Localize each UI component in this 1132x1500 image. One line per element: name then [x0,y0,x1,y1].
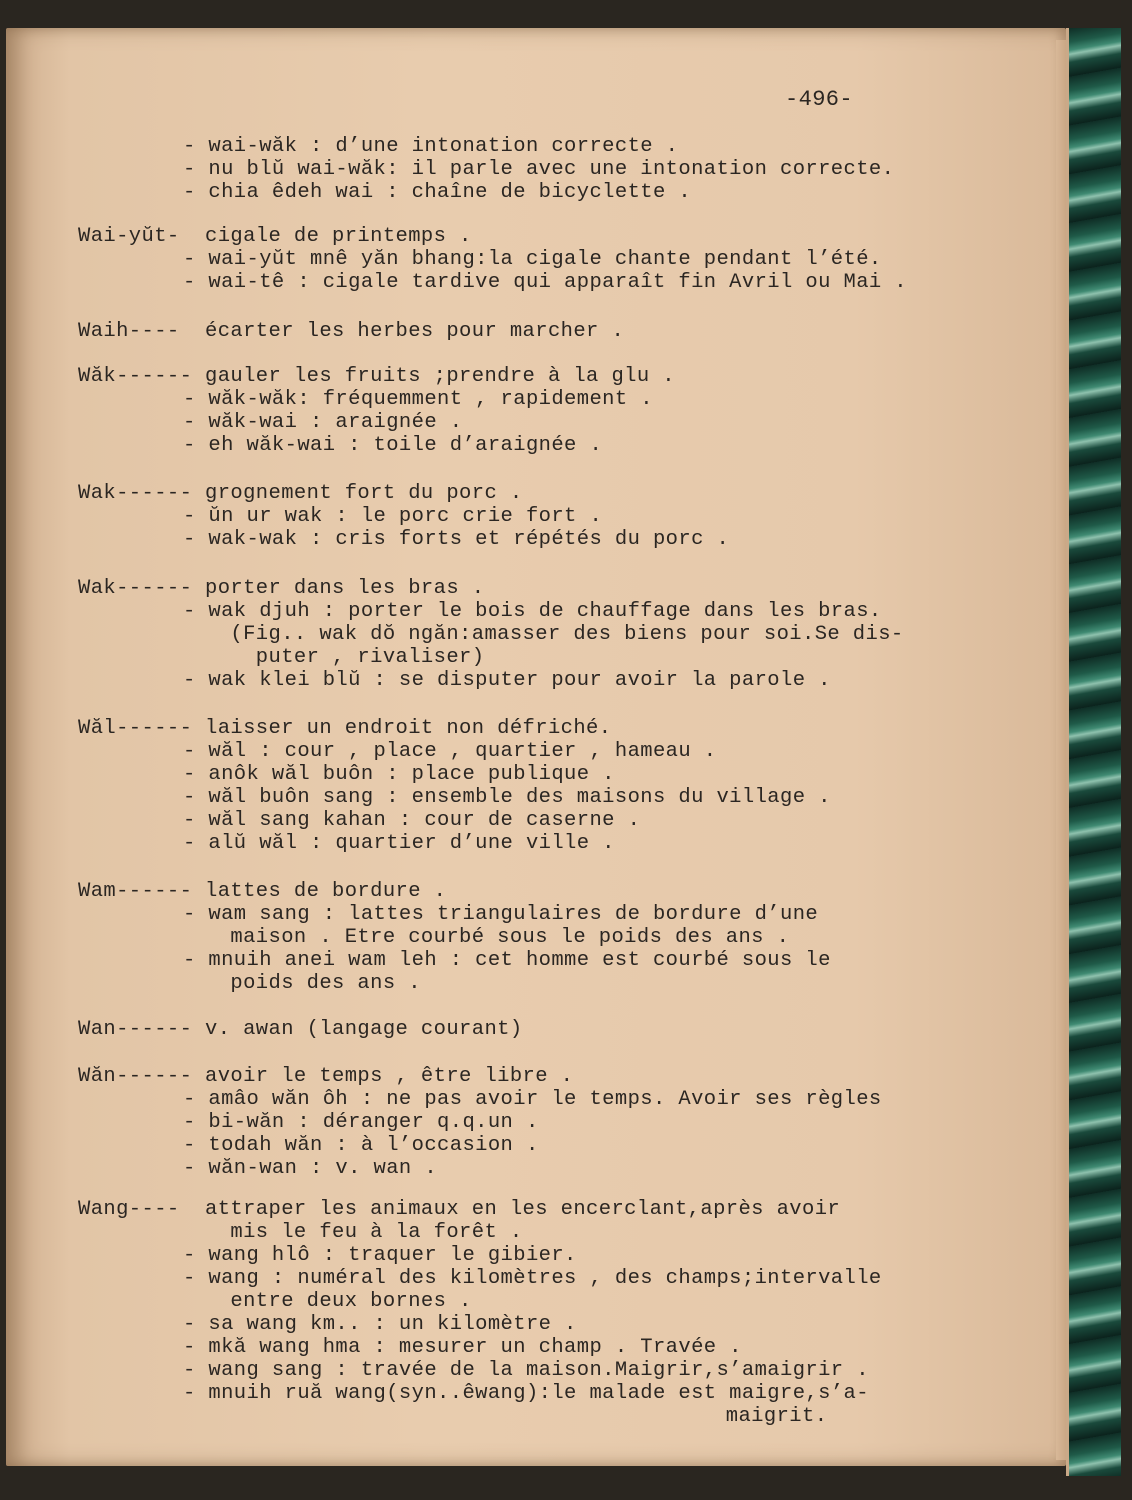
entry-definition: maison . Etre courbé sous le poids des ans . [205,926,790,949]
marbled-cover-edge [1066,28,1121,1476]
entry-definition: lattes de bordure . [205,880,447,903]
entry-headword: Wăn------ [78,1065,193,1088]
entry-definition: grognement fort du porc . [205,482,523,505]
entry-subentry: - wăl buôn sang : ensemble des maisons du village . [183,786,831,809]
entry-subentry: - wang hlô : traquer le gibier. [183,1244,577,1267]
entry-subentry: - ŭn ur wak : le porc crie fort . [183,505,603,528]
entry-definition: écarter les herbes pour marcher . [205,320,625,343]
entry-subentry: - wăl sang kahan : cour de caserne . [183,809,641,832]
entry-subentry: - wai-tê : cigale tardive qui apparaît fin Avril ou Mai . [183,271,908,294]
entry-subentry: - wăl : cour , place , quartier , hameau . [183,740,717,763]
entry-subentry: - wai-wăk : d’une intonation correcte . [183,135,679,158]
entry-definition: cigale de printemps . [205,225,472,248]
entry-subentry: - eh wăk-wai : toile d’araignée . [183,434,603,457]
entry-subentry: - chia êdeh wai : chaîne de bicyclette . [183,181,692,204]
entry-subentry: - todah wăn : à l’occasion . [183,1134,539,1157]
entry-subentry: - amâo wăn ôh : ne pas avoir le temps. Avoir ses règles [183,1088,882,1111]
entry-definition: laisser un endroit non défriché. [205,717,612,740]
entry-subentry: - alŭ wăl : quartier d’une ville . [183,832,615,855]
entry-definition: avoir le temps , être libre . [205,1065,574,1088]
entry-subentry: - wăk-wai : araignée . [183,411,463,434]
entry-subentry: - wak-wak : cris forts et répétés du porc . [183,528,730,551]
entry-headword: Wak------ [78,577,193,600]
entry-definition: attraper les animaux en les encerclant,après avoir [205,1198,841,1221]
entry-headword: Wan------ [78,1018,193,1041]
entry-headword: Wak------ [78,482,193,505]
entry-subentry: - mnuih anei wam leh : cet homme est courbé sous le [183,949,831,972]
entry-headword: Waih---- [78,320,180,343]
entry-definition: porter dans les bras . [205,577,485,600]
entry-subentry: - bi-wăn : déranger q.q.un . [183,1111,539,1134]
entry-subentry: - wang : numéral des kilomètres , des champs;intervalle [183,1267,882,1290]
entry-definition: v. awan (langage courant) [205,1018,523,1041]
entry-subentry: - mnuih ruă wang(syn..êwang):le malade est maigre,s’a- [183,1382,869,1405]
entry-subentry: - wai-yŭt mnê yăn bhang:la cigale chante pendant l’été. [183,248,882,271]
entry-subentry: - wak djuh : porter le bois de chauffage dans les bras. [183,600,882,623]
entry-subentry: - sa wang km.. : un kilomètre . [183,1313,577,1336]
entry-subentry: - wang sang : travée de la maison.Maigrir,s’amaigrir . [183,1359,869,1382]
entry-definition: entre deux bornes . [205,1290,472,1313]
entry-subentry: - wam sang : lattes triangulaires de bordure d’une [183,903,819,926]
entry-definition: gauler les fruits ;prendre à la glu . [205,365,675,388]
entry-subentry: - anôk wăl buôn : place publique . [183,763,615,786]
entry-subentry: - mkă wang hma : mesurer un champ . Travée . [183,1336,742,1359]
entry-subentry: - wăn-wan : v. wan . [183,1157,438,1180]
entry-definition: (Fig.. wak dŏ ngăn:amasser des biens pour soi.Se dis- [205,623,904,646]
entry-definition: mis le feu à la forêt . [205,1221,523,1244]
entry-headword: Wai-yŭt- [78,225,180,248]
entry-headword: Wam------ [78,880,193,903]
entry-definition: puter , rivaliser) [205,646,485,669]
entry-subentry: - nu blŭ wai-wăk: il parle avec une intonation correcte. [183,158,895,181]
entry-headword: Wăl------ [78,717,193,740]
entry-definition: poids des ans . [205,972,421,995]
entry-headword: Wang---- [78,1198,180,1221]
entry-definition: maigrit. [205,1405,828,1428]
entry-subentry: - wak klei blŭ : se disputer pour avoir la parole . [183,669,831,692]
page-number: -496- [785,87,854,112]
entry-subentry: - wăk-wăk: fréquemment , rapidement . [183,388,653,411]
entry-headword: Wăk------ [78,365,193,388]
